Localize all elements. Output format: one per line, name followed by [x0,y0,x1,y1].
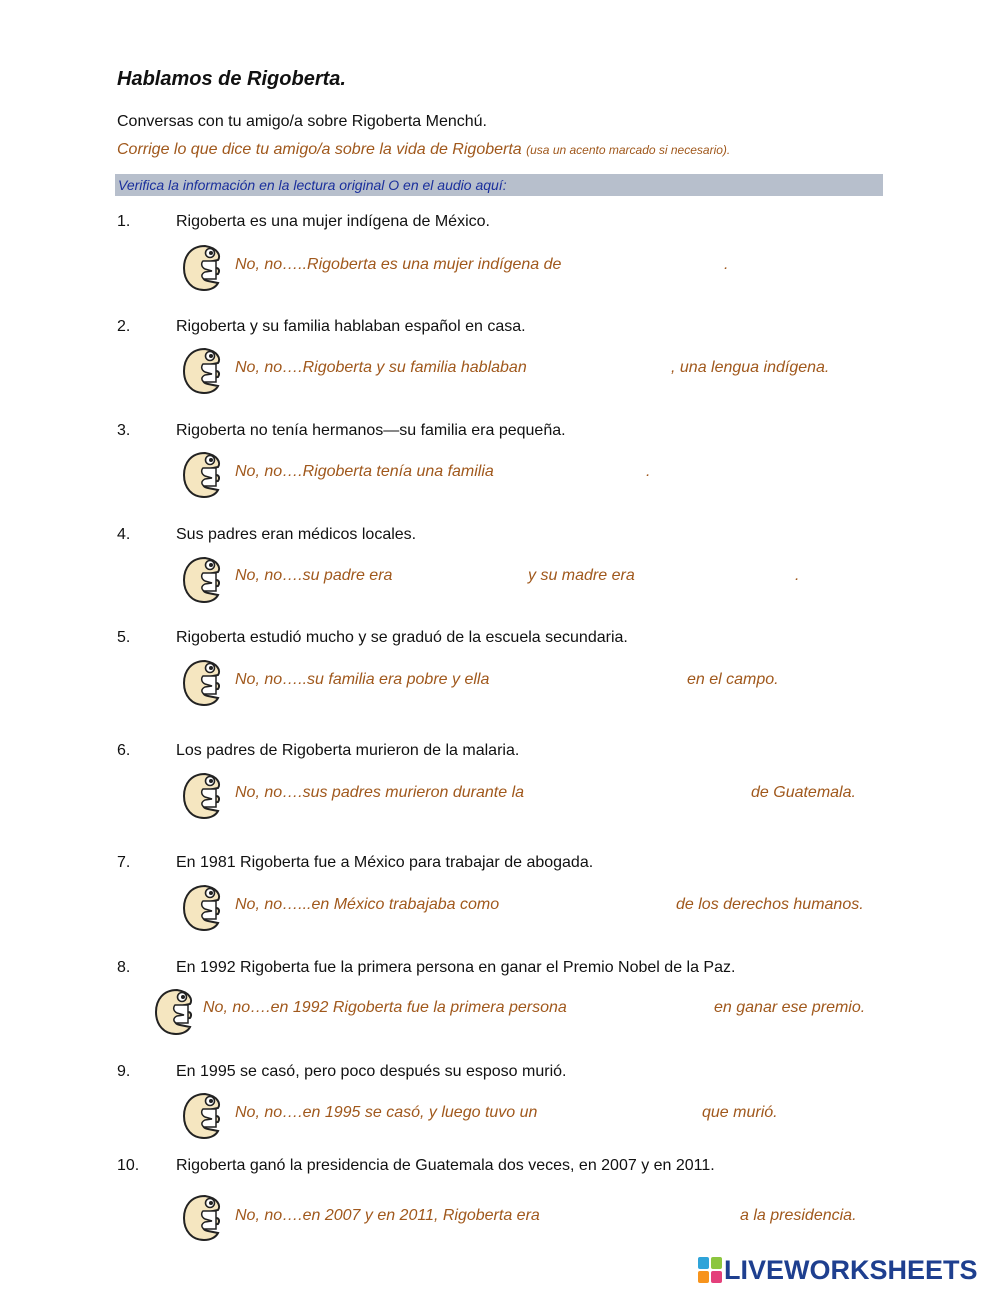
response-text-end: de los derechos humanos. [676,896,864,913]
question-statement: Rigoberta estudió mucho y se graduó de la escuela secundaria. [176,629,628,646]
speaker-face-icon [181,243,227,293]
liveworksheets-logo-icon [698,1257,722,1283]
question-statement: Sus padres eran médicos locales. [176,526,417,543]
question-statement: Rigoberta no tenía hermanos—su familia era pequeña. [176,422,566,439]
brand-name: LIVEWORKSHEETS [724,1254,978,1285]
brand-logo[interactable] [698,1255,978,1285]
question-number: 6. [117,742,131,759]
speaker-face-icon [153,987,199,1037]
speaker-face-icon [181,346,227,396]
question-number: 7. [117,854,131,871]
response-text-end: de Guatemala. [751,784,856,801]
question-number: 8. [117,959,131,976]
question-statement: Rigoberta es una mujer indígena de México. [176,213,490,230]
response-text-end: . [724,256,729,273]
response-text: No, no….en 2007 y en 2011, Rigoberta era [235,1207,540,1224]
speaker-face-icon [181,883,227,933]
response-text-end: en el campo. [687,671,779,688]
speaker-face-icon [181,1193,227,1243]
response-text-end: en ganar ese premio. [714,999,866,1016]
response-text: No, no…..su familia era pobre y ella [235,671,490,688]
speaker-face-icon [181,771,227,821]
response-text: No, no…...en México trabajaba como [235,896,500,913]
verify-link[interactable]: Verifica la información en la lectura original O en el audio aquí: [115,174,883,196]
question-statement: Rigoberta y su familia hablaban español en casa. [176,318,526,335]
question-statement: En 1995 se casó, pero poco después su esposo murió. [176,1063,567,1080]
page-title: Hablamos de Rigoberta. [117,68,346,90]
speaker-face-icon [181,555,227,605]
question-statement: Los padres de Rigoberta murieron de la malaria. [176,742,520,759]
question-number: 10. [117,1157,140,1174]
question-number: 9. [117,1063,131,1080]
speaker-face-icon [181,450,227,500]
question-number: 1. [117,213,131,230]
question-number: 2. [117,318,131,335]
response-text-end: . [646,463,651,480]
response-text-end: . [795,567,800,584]
response-text-end: , una lengua indígena. [671,359,830,376]
response-text: No, no….en 1992 Rigoberta fue la primera persona [203,999,567,1016]
instruction-main: Corrige lo que dice tu amigo/a sobre la vida de Rigoberta [117,141,522,158]
question-statement: Rigoberta ganó la presidencia de Guatemala dos veces, en 2007 y en 2011. [176,1157,715,1174]
response-text-end: a la presidencia. [740,1207,857,1224]
speaker-face-icon [181,658,227,708]
instruction-note: (usa un acento marcado si necesario). [526,143,731,157]
response-text-mid: y su madre era [528,567,635,584]
response-text: No, no….sus padres murieron durante la [235,784,525,801]
intro-text: Conversas con tu amigo/a sobre Rigoberta Menchú. [117,113,487,130]
instruction [117,141,730,159]
response-text: No, no…..Rigoberta es una mujer indígena de [235,256,562,273]
response-text: No, no….Rigoberta y su familia hablaban [235,359,527,376]
speaker-face-icon [181,1091,227,1141]
question-number: 4. [117,526,131,543]
response-text: No, no….en 1995 se casó, y luego tuvo un [235,1104,538,1121]
response-text: No, no….su padre era [235,567,393,584]
response-text-end: que murió. [702,1104,778,1121]
question-number: 5. [117,629,131,646]
question-number: 3. [117,422,131,439]
response-text: No, no….Rigoberta tenía una familia [235,463,494,480]
question-statement: En 1992 Rigoberta fue la primera persona en ganar el Premio Nobel de la Paz. [176,959,736,976]
question-statement: En 1981 Rigoberta fue a México para trabajar de abogada. [176,854,594,871]
